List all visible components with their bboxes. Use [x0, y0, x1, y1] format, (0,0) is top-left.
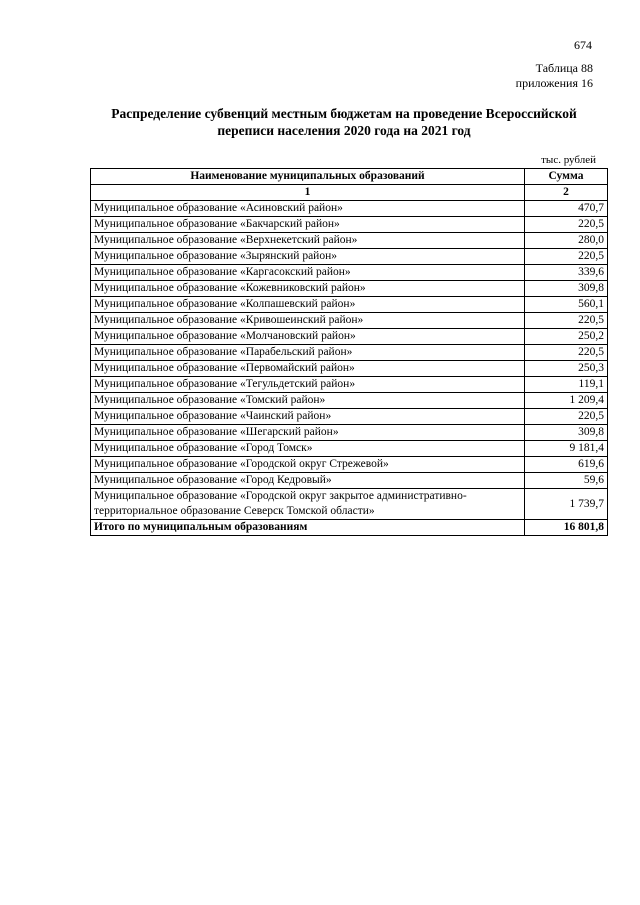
- table-row: [91, 217, 608, 233]
- municipality-name: Муниципальное образование «Томский район»: [91, 393, 525, 409]
- page-number: 674: [574, 38, 592, 52]
- table-row: [91, 233, 608, 249]
- municipality-name: Муниципальное образование «Каргасокский район»: [91, 265, 525, 281]
- units-label: тыс. рублей: [541, 154, 596, 166]
- municipality-name: Муниципальное образование «Бакчарский район»: [91, 217, 525, 233]
- table-header-row: [91, 169, 608, 185]
- municipality-sum: 220,5: [525, 249, 608, 265]
- municipality-sum: 339,6: [525, 265, 608, 281]
- municipality-sum: 470,7: [525, 201, 608, 217]
- municipality-sum: 59,6: [525, 473, 608, 489]
- municipality-sum: 119,1: [525, 377, 608, 393]
- municipality-name: Муниципальное образование «Асиновский район»: [91, 201, 525, 217]
- table-row: [91, 345, 608, 361]
- municipality-name: Муниципальное образование «Город Кедровый»: [91, 473, 525, 489]
- municipality-sum: 309,8: [525, 425, 608, 441]
- table-row: [91, 457, 608, 473]
- municipality-sum: 250,2: [525, 329, 608, 345]
- table-row: [91, 441, 608, 457]
- table-row: [91, 409, 608, 425]
- table-row: [91, 473, 608, 489]
- municipality-name: Муниципальное образование «Городской округ Стрежевой»: [91, 457, 525, 473]
- table-row: [91, 313, 608, 329]
- municipality-sum: 1 209,4: [525, 393, 608, 409]
- municipality-sum: 220,5: [525, 345, 608, 361]
- table-row: [91, 249, 608, 265]
- column-number-2: 2: [525, 185, 608, 201]
- municipality-name: Муниципальное образование «Верхнекетский район»: [91, 233, 525, 249]
- municipality-sum: 619,6: [525, 457, 608, 473]
- header-name: Наименование муниципальных образований: [91, 169, 525, 185]
- municipality-sum: 309,8: [525, 281, 608, 297]
- municipality-sum: 220,5: [525, 217, 608, 233]
- document-title-line-1: Распределение субвенций местным бюджетам на проведение Всероссийской: [111, 106, 577, 121]
- municipality-name: Муниципальное образование «Город Томск»: [91, 441, 525, 457]
- table-reference: [516, 61, 593, 91]
- header-sum: Сумма: [525, 169, 608, 185]
- table-row: [91, 393, 608, 409]
- document-title: [90, 105, 598, 139]
- table-row: [91, 489, 608, 520]
- column-number-row: [91, 185, 608, 201]
- municipality-name: Муниципальное образование «Тегульдетский район»: [91, 377, 525, 393]
- municipality-sum: 250,3: [525, 361, 608, 377]
- subvention-table: [90, 168, 608, 536]
- municipality-name: Муниципальное образование «Колпашевский район»: [91, 297, 525, 313]
- municipality-name: Муниципальное образование «Шегарский район»: [91, 425, 525, 441]
- municipality-name: Муниципальное образование «Зырянский район»: [91, 249, 525, 265]
- table-row: [91, 377, 608, 393]
- municipality-name: Муниципальное образование «Первомайский район»: [91, 361, 525, 377]
- table-row: [91, 281, 608, 297]
- municipality-sum: 220,5: [525, 313, 608, 329]
- total-label: Итого по муниципальным образованиям: [91, 520, 525, 536]
- municipality-name: Муниципальное образование «Городской округ закрытое административно-территориальное образование Северск Томской области»: [91, 489, 525, 520]
- total-sum: 16 801,8: [525, 520, 608, 536]
- document-title-line-2: переписи населения 2020 года на 2021 год: [217, 123, 471, 138]
- municipality-sum: 9 181,4: [525, 441, 608, 457]
- table-row: [91, 265, 608, 281]
- municipality-name: Муниципальное образование «Молчановский район»: [91, 329, 525, 345]
- table-row: [91, 201, 608, 217]
- column-number-1: 1: [91, 185, 525, 201]
- table-row: [91, 329, 608, 345]
- table-body: [91, 201, 608, 520]
- total-row: [91, 520, 608, 536]
- table-reference-line-1: Таблица 88: [535, 61, 593, 75]
- municipality-name: Муниципальное образование «Кожевниковский район»: [91, 281, 525, 297]
- table-row: [91, 297, 608, 313]
- municipality-sum: 220,5: [525, 409, 608, 425]
- municipality-name: Муниципальное образование «Чаинский район»: [91, 409, 525, 425]
- table-row: [91, 425, 608, 441]
- municipality-name: Муниципальное образование «Парабельский район»: [91, 345, 525, 361]
- table-row: [91, 361, 608, 377]
- table-reference-line-2: приложения 16: [515, 76, 593, 90]
- municipality-name: Муниципальное образование «Кривошеинский район»: [91, 313, 525, 329]
- municipality-sum: 1 739,7: [525, 489, 608, 520]
- municipality-sum: 280,0: [525, 233, 608, 249]
- municipality-sum: 560,1: [525, 297, 608, 313]
